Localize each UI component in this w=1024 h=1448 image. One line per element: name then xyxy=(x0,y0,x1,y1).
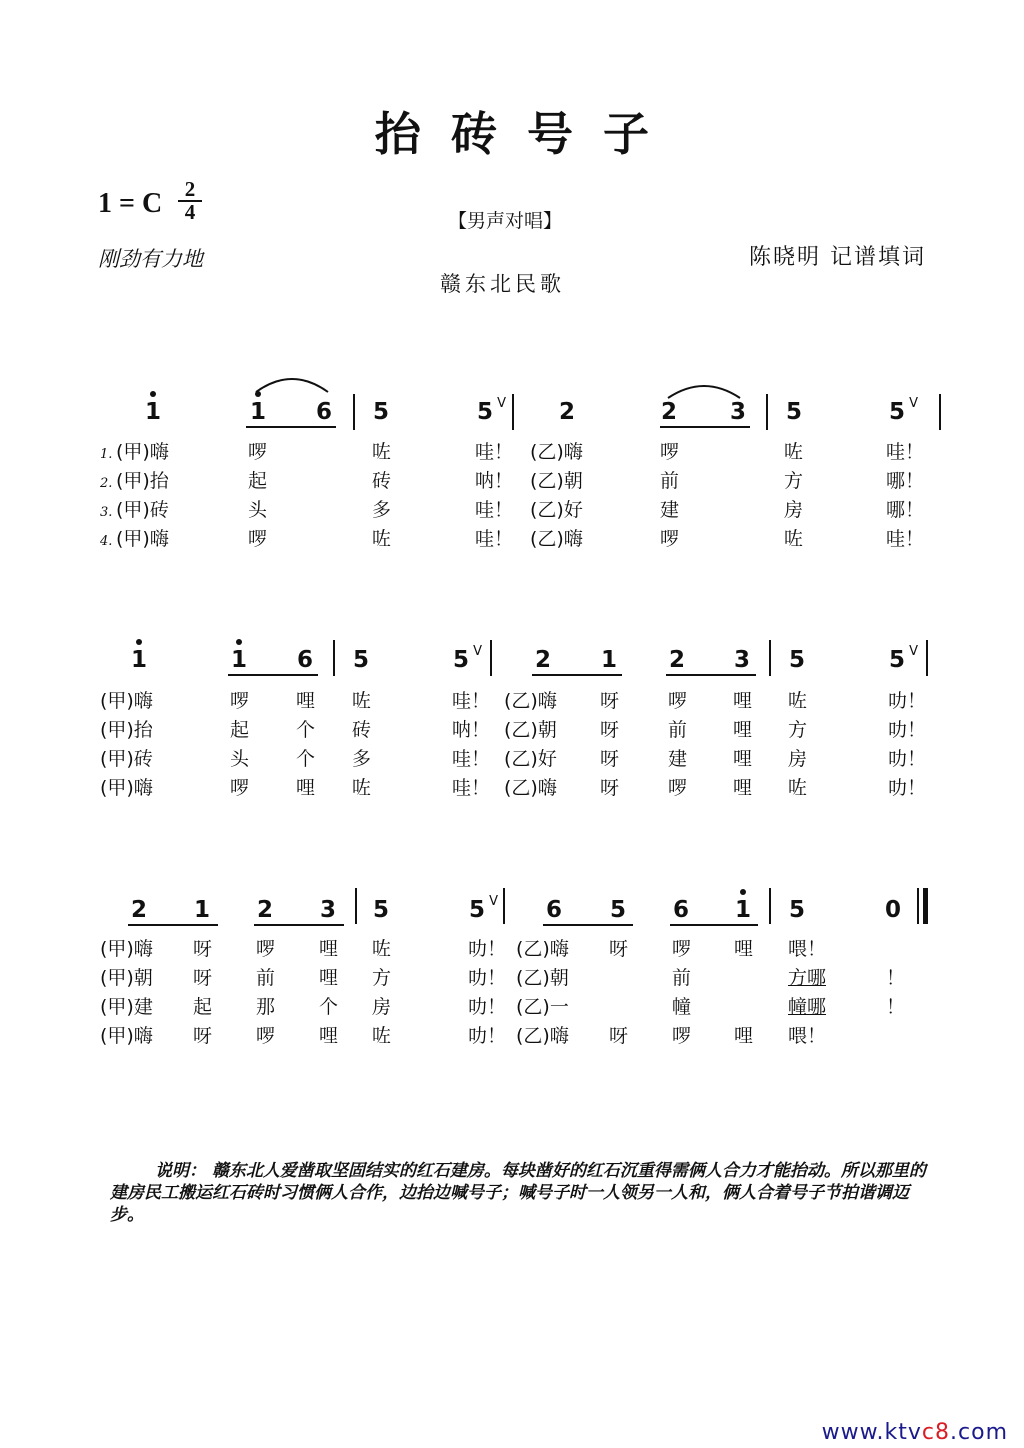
lyric: 啰 xyxy=(256,1025,276,1047)
bar-line xyxy=(939,394,941,430)
lyric: 呀 xyxy=(600,748,620,770)
lyric: 那 xyxy=(256,996,276,1018)
beam-underline xyxy=(254,924,344,926)
note: 1 xyxy=(138,398,168,426)
key-signature: 1 = C xyxy=(98,188,163,219)
lyric: 呐！ xyxy=(452,719,491,741)
bar-line xyxy=(353,394,355,430)
lyric: 哩 xyxy=(319,1025,339,1047)
note: 3 xyxy=(733,647,750,673)
lyric: 喂！ xyxy=(788,938,827,960)
note: 1 xyxy=(243,398,273,426)
lyric: (乙)好 xyxy=(504,748,557,770)
lyric: (甲)嗨 xyxy=(100,1025,153,1047)
note: 5 V xyxy=(476,396,506,425)
lyric: 起 xyxy=(248,470,268,492)
beam-underline xyxy=(128,924,218,926)
lyric: 幢哪 xyxy=(788,996,827,1018)
lyric: 咗 xyxy=(372,1025,392,1047)
lyric: 叻！ xyxy=(468,938,507,960)
lyric: 前 xyxy=(660,470,680,492)
note: 2 xyxy=(660,399,677,425)
time-signature xyxy=(178,177,202,224)
lyric: 啰 xyxy=(660,528,680,550)
lyric: 个 xyxy=(319,996,339,1018)
lyric: 啰 xyxy=(248,441,268,463)
lyric: 哩 xyxy=(734,938,754,960)
lyric: 多 xyxy=(352,748,372,770)
note: 2 xyxy=(558,399,575,425)
lyric: 啰 xyxy=(660,441,680,463)
lyric: 叻！ xyxy=(888,690,927,712)
lyric: 前 xyxy=(668,719,688,741)
credit-line: 陈晓明 记谱填词 xyxy=(749,245,926,270)
note: 2 xyxy=(130,897,147,923)
lyric: 呀 xyxy=(600,719,620,741)
lyric: 方 xyxy=(784,470,804,492)
lyric: 咗 xyxy=(352,777,372,799)
lyric: 哇！ xyxy=(475,499,514,521)
lyric: 哇！ xyxy=(475,528,514,550)
note: 5 xyxy=(352,647,369,673)
lyric: (甲)嗨 xyxy=(100,938,153,960)
lyric: (甲)嗨 xyxy=(100,690,153,712)
time-sig-bottom: 4 xyxy=(184,200,196,224)
lyric: (甲)抬 xyxy=(116,470,169,492)
lyric: 哩 xyxy=(296,777,316,799)
note: 2 xyxy=(668,647,685,673)
lyric: 啰 xyxy=(230,690,250,712)
note: 1 xyxy=(193,897,210,923)
lyric: (乙)嗨 xyxy=(504,777,557,799)
lyric: 起 xyxy=(230,719,250,741)
lyric: 建 xyxy=(660,499,680,521)
beam-underline xyxy=(246,426,336,428)
lyric: 前 xyxy=(672,967,692,989)
lyric: 叻！ xyxy=(468,1025,507,1047)
lyric: 啰 xyxy=(230,777,250,799)
lyric: 哩 xyxy=(319,938,339,960)
lyric: (甲)砖 xyxy=(100,748,153,770)
slur-mark xyxy=(664,380,744,400)
lyric: 个 xyxy=(296,748,316,770)
slur-mark xyxy=(252,372,332,394)
lyric: 叻！ xyxy=(888,719,927,741)
bar-line xyxy=(926,640,928,676)
lyric: 房 xyxy=(372,996,392,1018)
note: 1 xyxy=(124,646,154,674)
lyric: 呀 xyxy=(600,690,620,712)
site-watermark: www.ktvc8.com xyxy=(821,1420,1008,1445)
lyric: 方 xyxy=(788,719,808,741)
lyric: 呀 xyxy=(609,938,629,960)
verse-number: 4. xyxy=(100,534,113,549)
lyric: 咗 xyxy=(784,528,804,550)
note: 5 V xyxy=(452,644,482,673)
bar-line xyxy=(503,888,505,924)
lyric: 叻！ xyxy=(888,777,927,799)
note: 1 xyxy=(224,646,254,674)
lyric: (乙)朝 xyxy=(504,719,557,741)
note: 0 xyxy=(884,897,901,923)
lyric: 哇！ xyxy=(452,748,491,770)
lyric: ！ xyxy=(886,996,906,1018)
lyric: 方哪 xyxy=(788,967,827,989)
bar-line xyxy=(355,888,357,924)
lyric: 咗 xyxy=(788,777,808,799)
lyric: 砖 xyxy=(352,719,372,741)
lyric: (乙)朝 xyxy=(530,470,583,492)
lyric: (乙)嗨 xyxy=(504,690,557,712)
beam-underline xyxy=(532,674,622,676)
bar-line xyxy=(333,640,335,676)
note: 6 xyxy=(296,647,313,673)
final-bar-thin xyxy=(917,888,919,924)
lyric: 咗 xyxy=(352,690,372,712)
bar-line xyxy=(512,394,514,430)
lyric: 哩 xyxy=(734,1025,754,1047)
lyric: (乙)嗨 xyxy=(530,441,583,463)
note: 5 xyxy=(372,399,389,425)
lyric: 起 xyxy=(193,996,213,1018)
lyric: 咗 xyxy=(372,441,392,463)
lyric: (乙)一 xyxy=(516,996,569,1018)
note: 6 xyxy=(315,399,332,425)
lyric: 房 xyxy=(788,748,808,770)
lyric: ！ xyxy=(886,967,906,989)
lyric: 咗 xyxy=(788,690,808,712)
lyric: 啰 xyxy=(248,528,268,550)
lyric: (乙)嗨 xyxy=(516,938,569,960)
lyric: 方 xyxy=(372,967,392,989)
lyric: 哇！ xyxy=(452,777,491,799)
lyric: (乙)好 xyxy=(530,499,583,521)
lyric: 呀 xyxy=(193,1025,213,1047)
time-sig-top: 2 xyxy=(184,177,196,201)
note: 1 xyxy=(728,896,758,924)
lyric: 哩 xyxy=(296,690,316,712)
lyric: 砖 xyxy=(372,470,392,492)
lyric: 呀 xyxy=(609,1025,629,1047)
lyric: 呐！ xyxy=(475,470,514,492)
lyric: 哇！ xyxy=(452,690,491,712)
verse-number: 1. xyxy=(100,447,113,462)
lyric: 头 xyxy=(230,748,250,770)
note: 5 xyxy=(372,897,389,923)
note: 5 xyxy=(785,399,802,425)
lyric: (甲)朝 xyxy=(100,967,153,989)
lyric: 头 xyxy=(248,499,268,521)
lyric: 建 xyxy=(668,748,688,770)
lyric: 叻！ xyxy=(468,996,507,1018)
lyric: 啰 xyxy=(668,690,688,712)
final-bar-thick xyxy=(923,888,928,924)
lyric: 个 xyxy=(296,719,316,741)
lyric: 哇！ xyxy=(886,441,925,463)
note: 2 xyxy=(534,647,551,673)
note: 3 xyxy=(319,897,336,923)
bar-line xyxy=(490,640,492,676)
bar-line xyxy=(769,640,771,676)
lyric: 咗 xyxy=(784,441,804,463)
lyric: 哩 xyxy=(733,719,753,741)
lyric: 啰 xyxy=(256,938,276,960)
lyric: 啰 xyxy=(672,1025,692,1047)
bar-line xyxy=(769,888,771,924)
note: 5 xyxy=(788,897,805,923)
verse-number: 2. xyxy=(100,476,113,491)
note: 5 xyxy=(609,897,626,923)
song-origin: 赣东北民歌 xyxy=(440,272,565,296)
lyric: 呀 xyxy=(193,938,213,960)
lyric: (乙)朝 xyxy=(516,967,569,989)
lyric: 幢 xyxy=(672,996,692,1018)
lyric: 哇！ xyxy=(886,528,925,550)
note: 5 V xyxy=(468,894,498,923)
note: 6 xyxy=(545,897,562,923)
lyric: 喂！ xyxy=(788,1025,827,1047)
beam-underline xyxy=(228,674,318,676)
lyric: 哩 xyxy=(733,690,753,712)
note: 5 V xyxy=(888,396,918,425)
performance-type: 【男声对唱】 xyxy=(448,210,563,232)
lyric: 叻！ xyxy=(468,967,507,989)
beam-underline xyxy=(660,426,750,428)
note: 3 xyxy=(729,399,746,425)
note: 2 xyxy=(256,897,273,923)
lyric: (甲)砖 xyxy=(116,499,169,521)
lyric: (乙)嗨 xyxy=(530,528,583,550)
beam-underline xyxy=(670,924,758,926)
lyric: 哪！ xyxy=(886,499,925,521)
beam-underline xyxy=(543,924,633,926)
lyric: 哩 xyxy=(733,748,753,770)
lyric: 哇！ xyxy=(475,441,514,463)
lyric: (甲)嗨 xyxy=(100,777,153,799)
lyric: (甲)嗨 xyxy=(116,441,169,463)
lyric: 房 xyxy=(784,499,804,521)
lyric: (乙)嗨 xyxy=(516,1025,569,1047)
lyric: 哩 xyxy=(733,777,753,799)
lyric: 咗 xyxy=(372,938,392,960)
note: 6 xyxy=(672,897,689,923)
lyric: 呀 xyxy=(193,967,213,989)
lyric: 哪！ xyxy=(886,470,925,492)
verse-number: 3. xyxy=(100,505,113,520)
lyric: 多 xyxy=(372,499,392,521)
lyric: 前 xyxy=(256,967,276,989)
lyric: 呀 xyxy=(600,777,620,799)
note: 5 V xyxy=(888,644,918,673)
lyric: 咗 xyxy=(372,528,392,550)
note: 1 xyxy=(600,647,617,673)
song-title: 抬砖号子 xyxy=(375,107,679,161)
lyric: 叻！ xyxy=(888,748,927,770)
lyric: (甲)嗨 xyxy=(116,528,169,550)
tempo-marking: 刚劲有力地 xyxy=(98,247,203,271)
lyric: (甲)建 xyxy=(100,996,153,1018)
bar-line xyxy=(766,394,768,430)
lyric: (甲)抬 xyxy=(100,719,153,741)
lyric: 啰 xyxy=(672,938,692,960)
explanation-note: 说明： 赣东北人爱凿取坚固结实的红石建房。每块凿好的红石沉重得需俩人合力才能抬动。所以那里的建房民工搬运红石砖时习惯俩人合作，边抬边喊号子；喊号子时一人领另一人和，俩人合着号子节拍谐调迈步。 xyxy=(110,1161,926,1225)
beam-underline xyxy=(666,674,756,676)
lyric: 啰 xyxy=(668,777,688,799)
lyric: 哩 xyxy=(319,967,339,989)
note: 5 xyxy=(788,647,805,673)
